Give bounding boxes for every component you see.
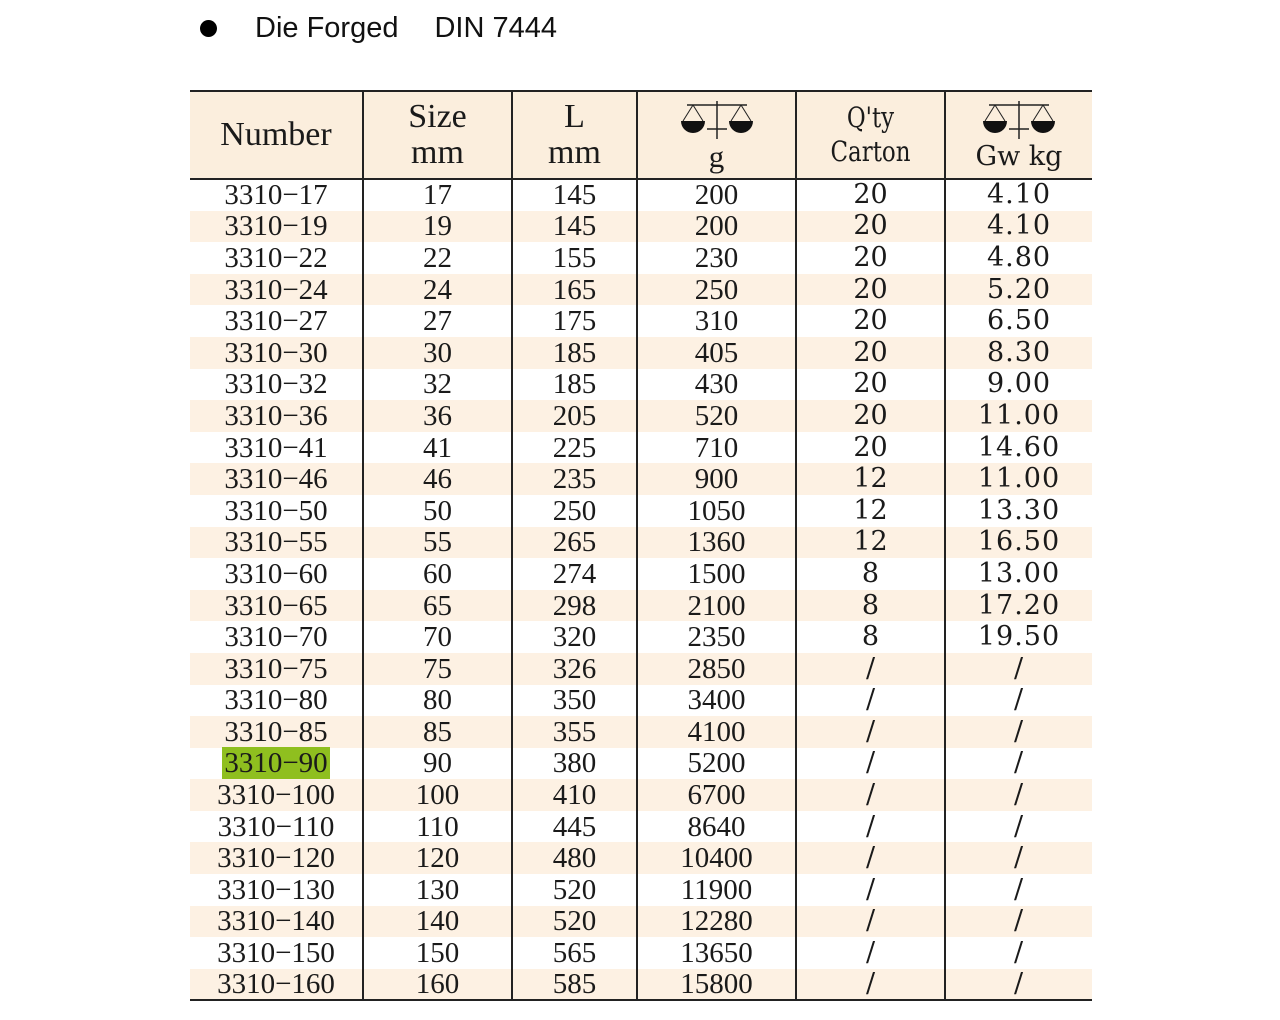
cell-length: 185: [512, 369, 637, 401]
cell-length: 410: [512, 779, 637, 811]
cell-size: 150: [363, 937, 512, 969]
cell-gross-weight: /: [945, 842, 1092, 874]
cell-number: 3310−100: [217, 779, 335, 812]
header-size-label: Size: [408, 98, 467, 135]
cell-number: 3310−19: [224, 210, 328, 243]
header-size: [363, 91, 512, 179]
cell-size: 60: [363, 558, 512, 590]
cell-qty-carton: 8: [796, 590, 945, 622]
table-row: [190, 653, 1092, 685]
cell-length: 165: [512, 274, 637, 306]
cell-number: 3310−130: [217, 873, 335, 906]
cell-weight: 13650: [637, 937, 796, 969]
cell-size: 55: [363, 527, 512, 559]
cell-number: 3310−70: [224, 621, 328, 654]
table-row: [190, 463, 1092, 495]
cell-gross-weight: 4.80: [945, 242, 1092, 274]
cell-weight: 430: [637, 369, 796, 401]
cell-qty-carton: /: [796, 748, 945, 780]
cell-gross-weight: 4.10: [945, 211, 1092, 243]
table-row: [190, 811, 1092, 843]
cell-length: 155: [512, 242, 637, 274]
cell-size: 100: [363, 779, 512, 811]
cell-length: 480: [512, 842, 637, 874]
header-gw-unit: Gw kg: [975, 141, 1063, 172]
cell-size: 75: [363, 653, 512, 685]
cell-gross-weight: /: [945, 811, 1092, 843]
cell-number: 3310−24: [224, 273, 328, 306]
cell-weight: 5200: [637, 748, 796, 780]
cell-gross-weight: /: [945, 716, 1092, 748]
cell-weight: 10400: [637, 842, 796, 874]
table-row: [190, 400, 1092, 432]
cell-length: 145: [512, 211, 637, 243]
table-row: [190, 242, 1092, 274]
cell-number: 3310−80: [224, 684, 328, 717]
table-row: [190, 211, 1092, 243]
cell-qty-carton: 20: [796, 337, 945, 369]
cell-weight: 710: [637, 432, 796, 464]
cell-weight: 12280: [637, 906, 796, 938]
table-row: [190, 748, 1092, 780]
balance-scale-icon: [981, 99, 1057, 141]
cell-qty-carton: 20: [796, 369, 945, 401]
cell-qty-carton: 20: [796, 179, 945, 211]
cell-length: 326: [512, 653, 637, 685]
cell-number: 3310−27: [224, 305, 328, 338]
table-row: [190, 527, 1092, 559]
cell-number: 3310−30: [224, 336, 328, 369]
cell-qty-carton: 20: [796, 242, 945, 274]
table-header-row: [190, 91, 1092, 179]
cell-gross-weight: 19.50: [945, 621, 1092, 653]
cell-length: 585: [512, 969, 637, 1001]
cell-size: 65: [363, 590, 512, 622]
cell-length: 235: [512, 463, 637, 495]
cell-weight: 3400: [637, 685, 796, 717]
cell-gross-weight: 11.00: [945, 400, 1092, 432]
table-row: [190, 432, 1092, 464]
bullet-icon: [200, 20, 217, 37]
cell-weight: 2100: [637, 590, 796, 622]
cell-weight: 1050: [637, 495, 796, 527]
cell-number: 3310−150: [217, 937, 335, 970]
cell-qty-carton: /: [796, 874, 945, 906]
cell-number: 3310−17: [224, 179, 328, 212]
header-qty-label: Q'ty: [846, 101, 895, 134]
cell-gross-weight: 4.10: [945, 179, 1092, 211]
cell-gross-weight: 6.50: [945, 305, 1092, 337]
cell-qty-carton: 12: [796, 527, 945, 559]
cell-gross-weight: 17.20: [945, 590, 1092, 622]
cell-number: 3310−55: [224, 526, 328, 559]
cell-qty-carton: /: [796, 685, 945, 717]
cell-size: 120: [363, 842, 512, 874]
cell-qty-carton: 12: [796, 463, 945, 495]
cell-gross-weight: /: [945, 779, 1092, 811]
cell-size: 140: [363, 906, 512, 938]
header-length: [512, 91, 637, 179]
table-row: [190, 906, 1092, 938]
cell-length: 355: [512, 716, 637, 748]
cell-weight: 4100: [637, 716, 796, 748]
table-row: [190, 337, 1092, 369]
cell-qty-carton: /: [796, 811, 945, 843]
table-row: [190, 716, 1092, 748]
cell-size: 80: [363, 685, 512, 717]
table-body: [190, 179, 1092, 1000]
table-row: [190, 495, 1092, 527]
table-row: [190, 685, 1092, 717]
cell-size: 160: [363, 969, 512, 1001]
cell-weight: 6700: [637, 779, 796, 811]
cell-weight: 250: [637, 274, 796, 306]
table-row: [190, 874, 1092, 906]
table-row: [190, 842, 1092, 874]
cell-qty-carton: 20: [796, 400, 945, 432]
cell-number: 3310−75: [224, 652, 328, 685]
cell-weight: 900: [637, 463, 796, 495]
table-row: [190, 274, 1092, 306]
cell-qty-carton: /: [796, 779, 945, 811]
table-row: [190, 590, 1092, 622]
cell-gross-weight: /: [945, 874, 1092, 906]
cell-length: 445: [512, 811, 637, 843]
cell-qty-carton: 20: [796, 211, 945, 243]
header-gross-weight: [945, 91, 1092, 179]
cell-qty-carton: /: [796, 969, 945, 1001]
cell-number: 3310−120: [217, 842, 335, 875]
cell-gross-weight: /: [945, 748, 1092, 780]
cell-number: 3310−32: [224, 368, 328, 401]
cell-gross-weight: /: [945, 969, 1092, 1001]
cell-size: 90: [363, 748, 512, 780]
cell-size: 70: [363, 621, 512, 653]
cell-size: 130: [363, 874, 512, 906]
cell-number: 3310−46: [224, 463, 328, 496]
cell-size: 17: [363, 179, 512, 211]
table-row: [190, 305, 1092, 337]
table-row: [190, 779, 1092, 811]
cell-qty-carton: 8: [796, 621, 945, 653]
table-row: [190, 969, 1092, 1001]
cell-size: 110: [363, 811, 512, 843]
cell-number: 3310−140: [217, 905, 335, 938]
cell-length: 380: [512, 748, 637, 780]
cell-weight: 2350: [637, 621, 796, 653]
spec-table: [190, 90, 1092, 1001]
header-length-unit: mm: [548, 134, 601, 171]
heading-text-din: DIN 7444: [434, 12, 557, 44]
cell-size: 46: [363, 463, 512, 495]
cell-length: 265: [512, 527, 637, 559]
cell-size: 36: [363, 400, 512, 432]
table-row: [190, 937, 1092, 969]
page-heading: [200, 12, 557, 45]
cell-weight: 230: [637, 242, 796, 274]
cell-weight: 11900: [637, 874, 796, 906]
cell-number: 3310−41: [224, 431, 328, 464]
header-weight-unit: g: [708, 139, 725, 174]
cell-gross-weight: 5.20: [945, 274, 1092, 306]
cell-size: 30: [363, 337, 512, 369]
cell-weight: 405: [637, 337, 796, 369]
cell-qty-carton: 20: [796, 305, 945, 337]
cell-size: 85: [363, 716, 512, 748]
balance-scale-icon: [679, 99, 755, 141]
cell-gross-weight: 13.00: [945, 558, 1092, 590]
cell-size: 32: [363, 369, 512, 401]
cell-weight: 8640: [637, 811, 796, 843]
table-row: [190, 179, 1092, 211]
cell-weight: 1360: [637, 527, 796, 559]
cell-length: 145: [512, 179, 637, 211]
cell-number: 3310−22: [224, 241, 328, 274]
cell-number: 3310−36: [224, 399, 328, 432]
cell-length: 520: [512, 906, 637, 938]
cell-length: 205: [512, 400, 637, 432]
cell-gross-weight: 16.50: [945, 527, 1092, 559]
cell-number: 3310−160: [190, 969, 363, 1001]
cell-number: [190, 748, 363, 780]
cell-size: 19: [363, 211, 512, 243]
cell-length: 225: [512, 432, 637, 464]
cell-number: 3310−60: [224, 557, 328, 590]
cell-length: 298: [512, 590, 637, 622]
cell-length: 520: [512, 874, 637, 906]
cell-gross-weight: /: [945, 685, 1092, 717]
cell-qty-carton: /: [796, 906, 945, 938]
cell-length: 274: [512, 558, 637, 590]
cell-gross-weight: 11.00: [945, 463, 1092, 495]
cell-qty-carton: 8: [796, 558, 945, 590]
cell-qty-carton: /: [796, 716, 945, 748]
cell-length: 250: [512, 495, 637, 527]
table-row: [190, 369, 1092, 401]
cell-qty-carton: /: [796, 653, 945, 685]
cell-qty-carton: 20: [796, 432, 945, 464]
cell-gross-weight: 9.00: [945, 369, 1092, 401]
cell-number: 3310−65: [224, 589, 328, 622]
cell-qty-carton: /: [796, 842, 945, 874]
header-length-label: L: [564, 98, 585, 135]
header-carton-label: Carton: [830, 135, 911, 168]
cell-gross-weight: 14.60: [945, 432, 1092, 464]
cell-qty-carton: /: [796, 937, 945, 969]
cell-weight: 520: [637, 400, 796, 432]
cell-size: 22: [363, 242, 512, 274]
cell-size: 50: [363, 495, 512, 527]
cell-size: 27: [363, 305, 512, 337]
cell-gross-weight: /: [945, 937, 1092, 969]
cell-number: 3310−50: [224, 494, 328, 527]
cell-gross-weight: 8.30: [945, 337, 1092, 369]
cell-length: 350: [512, 685, 637, 717]
header-weight: [637, 91, 796, 179]
cell-weight: 200: [637, 211, 796, 243]
cell-length: 565: [512, 937, 637, 969]
cell-gross-weight: /: [945, 653, 1092, 685]
cell-qty-carton: 20: [796, 274, 945, 306]
header-size-unit: mm: [411, 134, 464, 171]
cell-number: 3310−110: [217, 810, 335, 843]
heading-text-die-forged: Die Forged: [255, 12, 399, 44]
cell-weight: 200: [637, 179, 796, 211]
cell-number: 3310−85: [224, 715, 328, 748]
cell-size: 24: [363, 274, 512, 306]
header-number: Number: [190, 91, 363, 179]
cell-size: 41: [363, 432, 512, 464]
cell-qty-carton: 12: [796, 495, 945, 527]
cell-weight: 2850: [637, 653, 796, 685]
cell-gross-weight: 13.30: [945, 495, 1092, 527]
highlighted-number: 3310−90: [224, 747, 328, 780]
cell-length: 185: [512, 337, 637, 369]
cell-weight: 310: [637, 305, 796, 337]
cell-gross-weight: /: [945, 906, 1092, 938]
header-qty-carton: [809, 91, 931, 179]
cell-length: 320: [512, 621, 637, 653]
cell-length: 175: [512, 305, 637, 337]
table-row: [190, 621, 1092, 653]
cell-weight: 1500: [637, 558, 796, 590]
cell-weight: 15800: [637, 969, 796, 1001]
table-row: [190, 558, 1092, 590]
